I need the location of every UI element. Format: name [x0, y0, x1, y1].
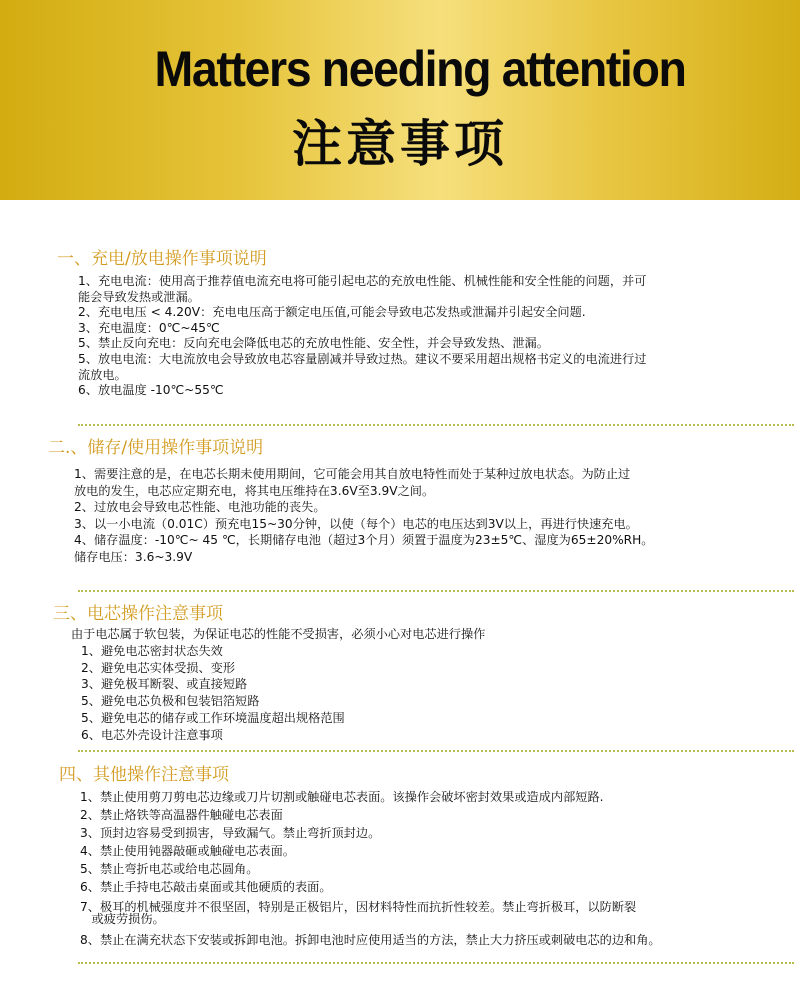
section-4-heading: 四、其他操作注意事项 — [59, 765, 229, 785]
text-line: 8、禁止在满充状态下安装或拆卸电池。拆卸电池时应使用适当的方法，禁止大力挤压或刺破电芯的边和角。 — [80, 933, 661, 947]
text-line: 由于电芯属于软包装，为保证电芯的性能不受损害，必须小心对电芯进行操作 — [71, 627, 486, 641]
text-line: 1、需要注意的是，在电芯长期未使用期间，它可能会用其自放电特性而处于某种过放电状态。为防止过 — [74, 467, 631, 481]
text-line: 7、极耳的机械强度并不很坚固，特别是正极铝片，因材料特性而抗折性较差。禁止弯折极耳，以防断裂 — [80, 900, 637, 914]
section-3-body — [71, 627, 485, 745]
section-2-body — [74, 467, 653, 567]
title-chinese: 注意事项 — [292, 115, 508, 173]
text-line: 放电的发生，电芯应定期充电，将其电压维持在3.6V至3.9V之间。 — [74, 483, 435, 498]
text-line: 流放电。 — [78, 367, 127, 382]
text-line: 能会导致发热或泄漏。 — [78, 289, 200, 304]
section-1-body — [78, 274, 646, 399]
divider — [78, 962, 794, 964]
title-english: Matters needing attention — [154, 41, 686, 97]
text-line: 5、禁止反向充电：反向充电会降低电芯的充放电性能、安全性，并会导致发热、泄漏。 — [78, 336, 549, 351]
text-line: 3、避免极耳断裂、或直接短路 — [81, 677, 248, 692]
text-line: 5、避免电芯负极和包装铝箔短路 — [81, 694, 260, 709]
text-line: 1、充电电流：使用高于推荐值电流充电将可能引起电芯的充放电性能、机械性能和安全性能的问题，并可 — [78, 274, 647, 288]
text-line: 5、放电电流：大电流放电会导致放电芯容量剧减并导致过热。建议不要采用超出规格书定义的电流进行过 — [78, 351, 647, 366]
section-1-heading: 一、充电/放电操作事项说明 — [57, 249, 267, 269]
text-line: 1、禁止使用剪刀剪电芯边缘或刀片切割或触碰电芯表面。该操作会破坏密封效果或造成内部短路. — [80, 790, 604, 804]
text-line: 4、禁止使用钝器敲砸或触碰电芯表面。 — [80, 844, 295, 858]
header-banner — [0, 0, 800, 200]
section-3-heading: 三、电芯操作注意事项 — [53, 604, 223, 624]
text-line: 2、避免电芯实体受损、变形 — [81, 660, 236, 675]
text-line: 6、放电温度 -10℃~55℃ — [78, 383, 224, 398]
text-line: 1、避免电芯密封状态失效 — [81, 643, 223, 658]
text-line: 4、储存温度：-10℃~ 45 ℃，长期储存电池（超过3个月）须置于温度为23±5℃、湿度为65±20%RH。 — [74, 533, 654, 548]
text-line: 3、顶封边容易受到损害，导致漏气。禁止弯折顶封边。 — [80, 826, 381, 840]
text-line: 2、充电电压 < 4.20V：充电电压高于额定电压值,可能会导致电芯发热或泄漏并引起安全问题. — [78, 305, 586, 320]
text-line: 2、禁止烙铁等高温器件触碰电芯表面 — [80, 808, 283, 822]
section-4-body — [80, 790, 661, 951]
text-line: 储存电压：3.6~3.9V — [74, 549, 193, 564]
divider — [78, 750, 794, 752]
divider — [78, 424, 794, 426]
divider — [78, 590, 794, 592]
text-line: 3、以一小电流（0.01C）预充电15~30分钟，以使（每个）电芯的电压达到3V以上，再进行快速充电。 — [74, 516, 638, 531]
text-line: 或疲劳损伤。 — [80, 912, 165, 926]
text-line: 2、过放电会导致电芯性能、电池功能的丧失。 — [74, 500, 326, 515]
text-line: 6、电芯外壳设计注意事项 — [81, 727, 223, 742]
text-line: 6、禁止手持电芯敲击桌面或其他硬质的表面。 — [80, 880, 332, 894]
section-2-heading: 二.、储存/使用操作事项说明 — [48, 438, 264, 458]
text-line: 5、禁止弯折电芯或给电芯圆角。 — [80, 862, 259, 876]
text-line: 5、避免电芯的储存或工作环境温度超出规格范围 — [81, 710, 345, 725]
text-line: 3、充电温度：0℃~45℃ — [78, 320, 220, 335]
